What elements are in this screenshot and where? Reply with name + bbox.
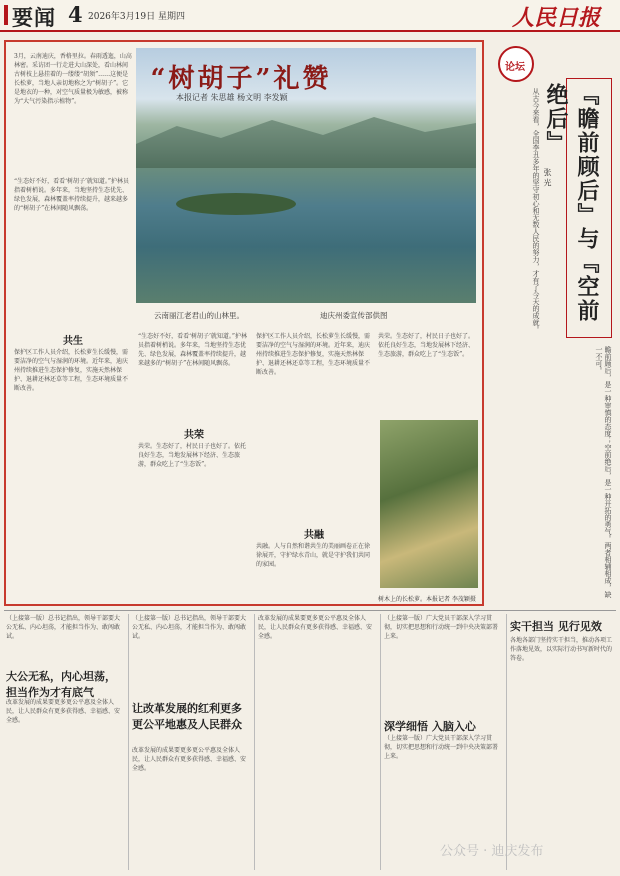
article-title: “树胡子”礼赞	[150, 64, 332, 94]
bottom-subhead-3: 深学细悟 入脑入心	[384, 720, 476, 733]
opinion-text: 从古今来看，全国李丑多年的坚守初心和无数人民的努力，才有了今天的成就。	[532, 88, 540, 333]
subhead-harmony: 共融	[304, 530, 324, 541]
photo-caption: 云南丽江老君山的山林里。	[154, 311, 244, 320]
bottom-article-text: （上接第一版）总书记指出，领导干部要大公无私、内心坦荡，才能担当作为、敢闯敢试。	[132, 615, 247, 640]
section-marker	[4, 5, 8, 25]
opinion-column	[492, 40, 616, 606]
article-column: 共融。人与自然和谐共生的美丽画卷正在徐徐展开，守护绿水青山，就是守护我们共同的家园。	[256, 543, 371, 568]
column-rule	[506, 614, 507, 870]
bottom-subhead-1: 大公无私，内心坦荡，担当作为才有底气	[6, 670, 116, 699]
article-byline: 本报记者 朱思雄 杨文明 李发颖	[176, 93, 288, 102]
forum-badge-icon	[498, 46, 534, 82]
bottom-article-text: 改革发展的成果要更多更公平惠及全体人民，让人民群众有更多获得感、幸福感、安全感。	[6, 699, 121, 724]
article-column: 共荣。生态好了，村民日子也好了。依托良好生态，当地发展林下经济、生态旅游，群众吃上了“生态饭”。	[378, 333, 475, 358]
subhead-prosper: 共荣	[184, 430, 204, 441]
column-rule	[254, 614, 255, 870]
section-title: 要闻	[12, 5, 56, 30]
bottom-article-text: （上接第一版）广大党员干部深入学习贯彻，切实把思想和行动统一到中央决策部署上来。	[384, 615, 499, 640]
feature-article	[4, 40, 484, 606]
bottom-article-text: （上接第一版）广大党员干部深入学习贯彻，切实把思想和行动统一到中央决策部署上来。	[384, 735, 499, 760]
photo-credit: 迪庆州委宣传部供图	[320, 311, 388, 320]
article-column: “生态好不好，看看‘树胡子’就知道。”护林员指着树梢说。多年来，当地坚持生态优先、绿色发展，森林覆盖率持续提升，越来越多的“树胡子”在林间随风飘荡。	[14, 178, 129, 212]
watermark: 公众号 · 迪庆发布	[440, 844, 544, 859]
bottom-subhead-4: 实干担当 见行见效	[510, 620, 602, 633]
subhead-coexist: 共生	[63, 336, 83, 347]
forum-badge-label: 论坛	[505, 62, 525, 73]
page-number: 4	[68, 2, 83, 27]
opinion-title: 『瞻前顾后』与『空前绝后』	[566, 78, 612, 338]
bottom-article-text: 改革发展的成果要更多更公平惠及全体人民，让人民群众有更多获得感、幸福感、安全感。	[258, 615, 373, 640]
bottom-article-text: （上接第一版）总书记指出，领导干部要大公无私、内心坦荡，才能担当作为、敢闯敢试。	[6, 615, 121, 640]
page-header	[0, 0, 620, 32]
bottom-article-text: 改革发展的成果要更多更公平惠及全体人民，让人民群众有更多获得感、幸福感、安全感。	[132, 747, 247, 772]
column-rule	[128, 614, 129, 870]
opinion-author: 张 光	[543, 168, 552, 187]
article-column: 3月，云南迪庆，香格里拉。春雨透迤，山高林密。采访团一行走进大山深处，看山林间古树枝上悬挂着的一缕缕“胡须”……这便是长松萝，当地人亲切地称之为“树胡子”。它是地衣的一种，对空气质量极为敏感，被称为“大气污染指示植物”。	[14, 53, 132, 105]
section-divider	[4, 610, 616, 611]
bottom-subhead-2: 让改革发展的红利更多更公平地惠及人民群众	[132, 702, 242, 731]
article-column: 共荣。生态好了，村民日子也好了。依托良好生态，当地发展林下经济、生态旅游，群众吃上了“生态饭”。	[138, 443, 247, 468]
opinion-text: 瞻前顾后，是一种审慎的态度；空前绝后，是一种开拓的勇气。两者相辅相成，缺一不可。	[595, 346, 612, 598]
newspaper-logo: 人民日报	[511, 5, 600, 31]
mountain-shape	[136, 108, 476, 168]
column-rule	[380, 614, 381, 870]
usnea-tree-photo	[380, 420, 478, 588]
article-column: 保护区工作人员介绍，长松萝生长缓慢，需要洁净的空气与湿润的环境。近年来，迪庆州持续推进生态保护修复，实施天然林保护、退耕还林还草等工程，生态环境质量不断改善。	[256, 333, 371, 376]
issue-date: 2026年3月19日 星期四	[88, 12, 185, 22]
island-shape	[176, 193, 296, 215]
tree-photo-caption: 树木上的长松萝。本报记者 李茂颖摄	[378, 596, 476, 603]
article-column: “生态好不好，看看‘树胡子’就知道。”护林员指着树梢说。多年来，当地坚持生态优先、绿色发展，森林覆盖率持续提升，越来越多的“树胡子”在林间随风飘荡。	[138, 333, 247, 367]
article-column: 保护区工作人员介绍，长松萝生长缓慢，需要洁净的空气与湿润的环境。近年来，迪庆州持续推进生态保护修复，实施天然林保护、退耕还林还草等工程，生态环境质量不断改善。	[14, 349, 129, 392]
bottom-article-text: 各地各部门坚持实干担当，推动各项工作落地见效，以实际行动书写新时代的答卷。	[510, 637, 613, 662]
